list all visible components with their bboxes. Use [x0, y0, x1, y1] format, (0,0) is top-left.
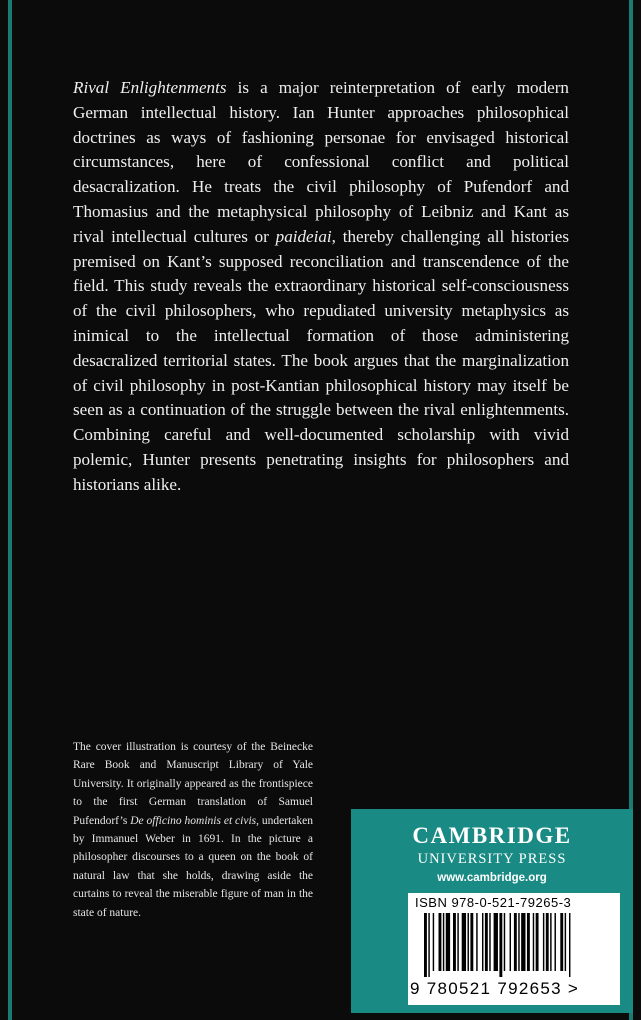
barcode-icon	[424, 913, 604, 977]
term-paideiai: paideiai	[275, 226, 332, 246]
left-teal-border	[8, 0, 12, 1020]
credit-work-title: De officino hominis et civis	[130, 814, 257, 827]
credit-text-2: , undertaken by Immanuel Weber in 1691. In the picture a philosopher discourses to a queen on the book of natural law that she holds, drawing aside the curtains to reveal the miserable figure of man in the state of nature.	[73, 814, 314, 919]
book-description	[73, 76, 569, 498]
cover-illustration-credit	[73, 738, 313, 922]
barcode-box	[408, 893, 620, 1005]
description-text-2: , thereby challenging all histories premised on Kant’s supposed reconciliation and transcendence of the field. This study reveals the extraordinary historical self-consciousness of the civil philosophers, who repudiated university metaphysics as inimical to the intellectual formation of those administering desacralized territorial states. The book argues that the marginalization of civil philosophy in post-Kantian philosophical history may itself be seen as a continuation of the struggle between the rival enlightenments. Combining careful and well-documented scholarship with vivid polemic, Hunter presents penetrating insights for philosophers and historians alike.	[73, 226, 569, 494]
publisher-url: www.cambridge.org	[437, 872, 547, 884]
isbn-label: ISBN 978-0-521-79265-3	[415, 895, 572, 910]
description-text-1: is a major reinterpretation of early modern German intellectual history. Ian Hunter approaches philosophical doctrines as ways of fashioning personae for envisaged historical circumstances, here of confessional conflict and political desacralization. He treats the civil philosophy of Pufendorf and Thomasius and the metaphysical philosophy of Leibniz and Kant as rival intellectual cultures or	[73, 78, 569, 246]
ean-digits: 9 780521 792653 >	[410, 979, 580, 998]
book-title: Rival Enlightenments	[73, 78, 227, 97]
credit-text-1: The cover illustration is courtesy of the Beinecke Rare Book and Manuscript Library of Yale University. It originally appeared as the frontispiece to the first German translation of Samuel Pufendorf’s	[73, 741, 313, 827]
publisher-name: CAMBRIDGE	[412, 823, 572, 848]
publisher-panel	[351, 809, 633, 1013]
publisher-subtitle: UNIVERSITY PRESS	[417, 851, 567, 867]
